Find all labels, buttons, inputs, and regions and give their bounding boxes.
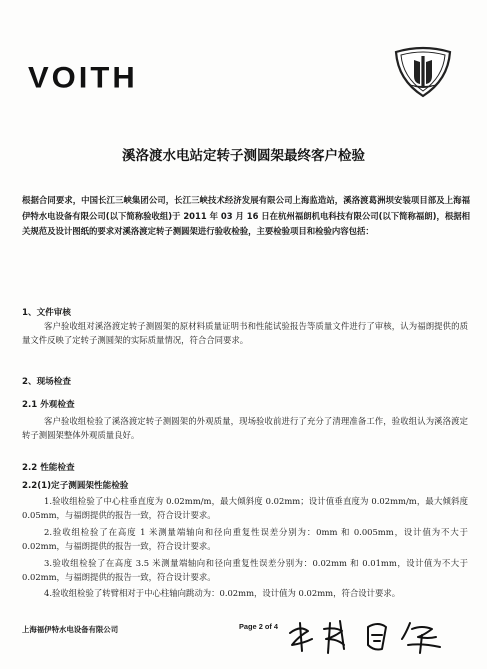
section-heading-performance: 2.2 性能检查 [22,463,75,473]
section-heading-file-review: 1、文件审核 [22,308,71,318]
page-number: Page 2 of 4 [239,622,279,631]
footer-company: 上海福伊特水电设备有限公司 [22,625,119,634]
intro-paragraph: 根据合同要求，中国长江三峡集团公司，长江三峡技术经济发展有限公司上海监造站，溪洛渡葛洲坝安装项目部及上海福伊特水电设备有限公司(以下简称验收组)于 2011 年 03 月 16 日在杭州福朗机电科技有限公司(以下简称福朗)，根据相关规范及设计图纸的要求对溪洛渡定转子测圆架进行验收检验，主要检验项目和检验内容包括： [22,195,470,237]
list-item: 2.验收组检验了在高度 1 米测量端轴向和径向重复性误差分别为：0mm 和 0.005mm，设计值为不大于 0.02mm，与福朗提供的报告一致，符合设计要求。 [22,527,468,552]
list-item: 4.验收组检验了转臂相对于中心柱轴向跳动为：0.02mm，设计值为 0.02mm，符合设计要求。 [44,588,401,598]
company-emblem-icon [392,46,454,98]
document-title: 溪洛渡水电站定转子测圆架最终客户检验 [122,148,365,164]
list-item: 1.验收组检验了中心柱垂直度为 0.02mm/m，最大倾斜度 0.02mm；设计值垂直度为 0.02mm/m，最大倾斜度 0.05mm，与福朗提供的报告一致，符合设计要求。 [22,496,468,521]
voith-logo: VOITH [28,60,138,95]
section-heading-site-inspection: 2、现场检查 [22,377,71,387]
appearance-paragraph: 客户验收组检验了溪洛渡定转子测圆架的外观质量，现场验收前进行了充分了清理准备工作，验收组认为溪洛渡定转子测圆架整体外观质量良好。 [22,416,468,441]
section-heading-stator-gauge: 2.2(1)定子测圆架性能检验 [22,481,129,491]
list-item: 3.验收组检验了在高度 3.5 米测量端轴向和径向重复性误差分别为：0.02mm 和 0.01mm，设计值为不大于 0.02mm，与福朗提供的报告一致，符合设计要求。 [22,558,468,583]
section-heading-appearance: 2.1 外观检查 [22,400,75,410]
handwritten-signature-icon [282,615,457,657]
file-review-paragraph: 客户验收组对溪洛渡定转子测圆架的原材料质量证明书和性能试验报告等质量文件进行了审核，认为福朗提供的质量文件反映了定转子测圆架的实际质量情况，符合合同要求。 [22,321,468,346]
